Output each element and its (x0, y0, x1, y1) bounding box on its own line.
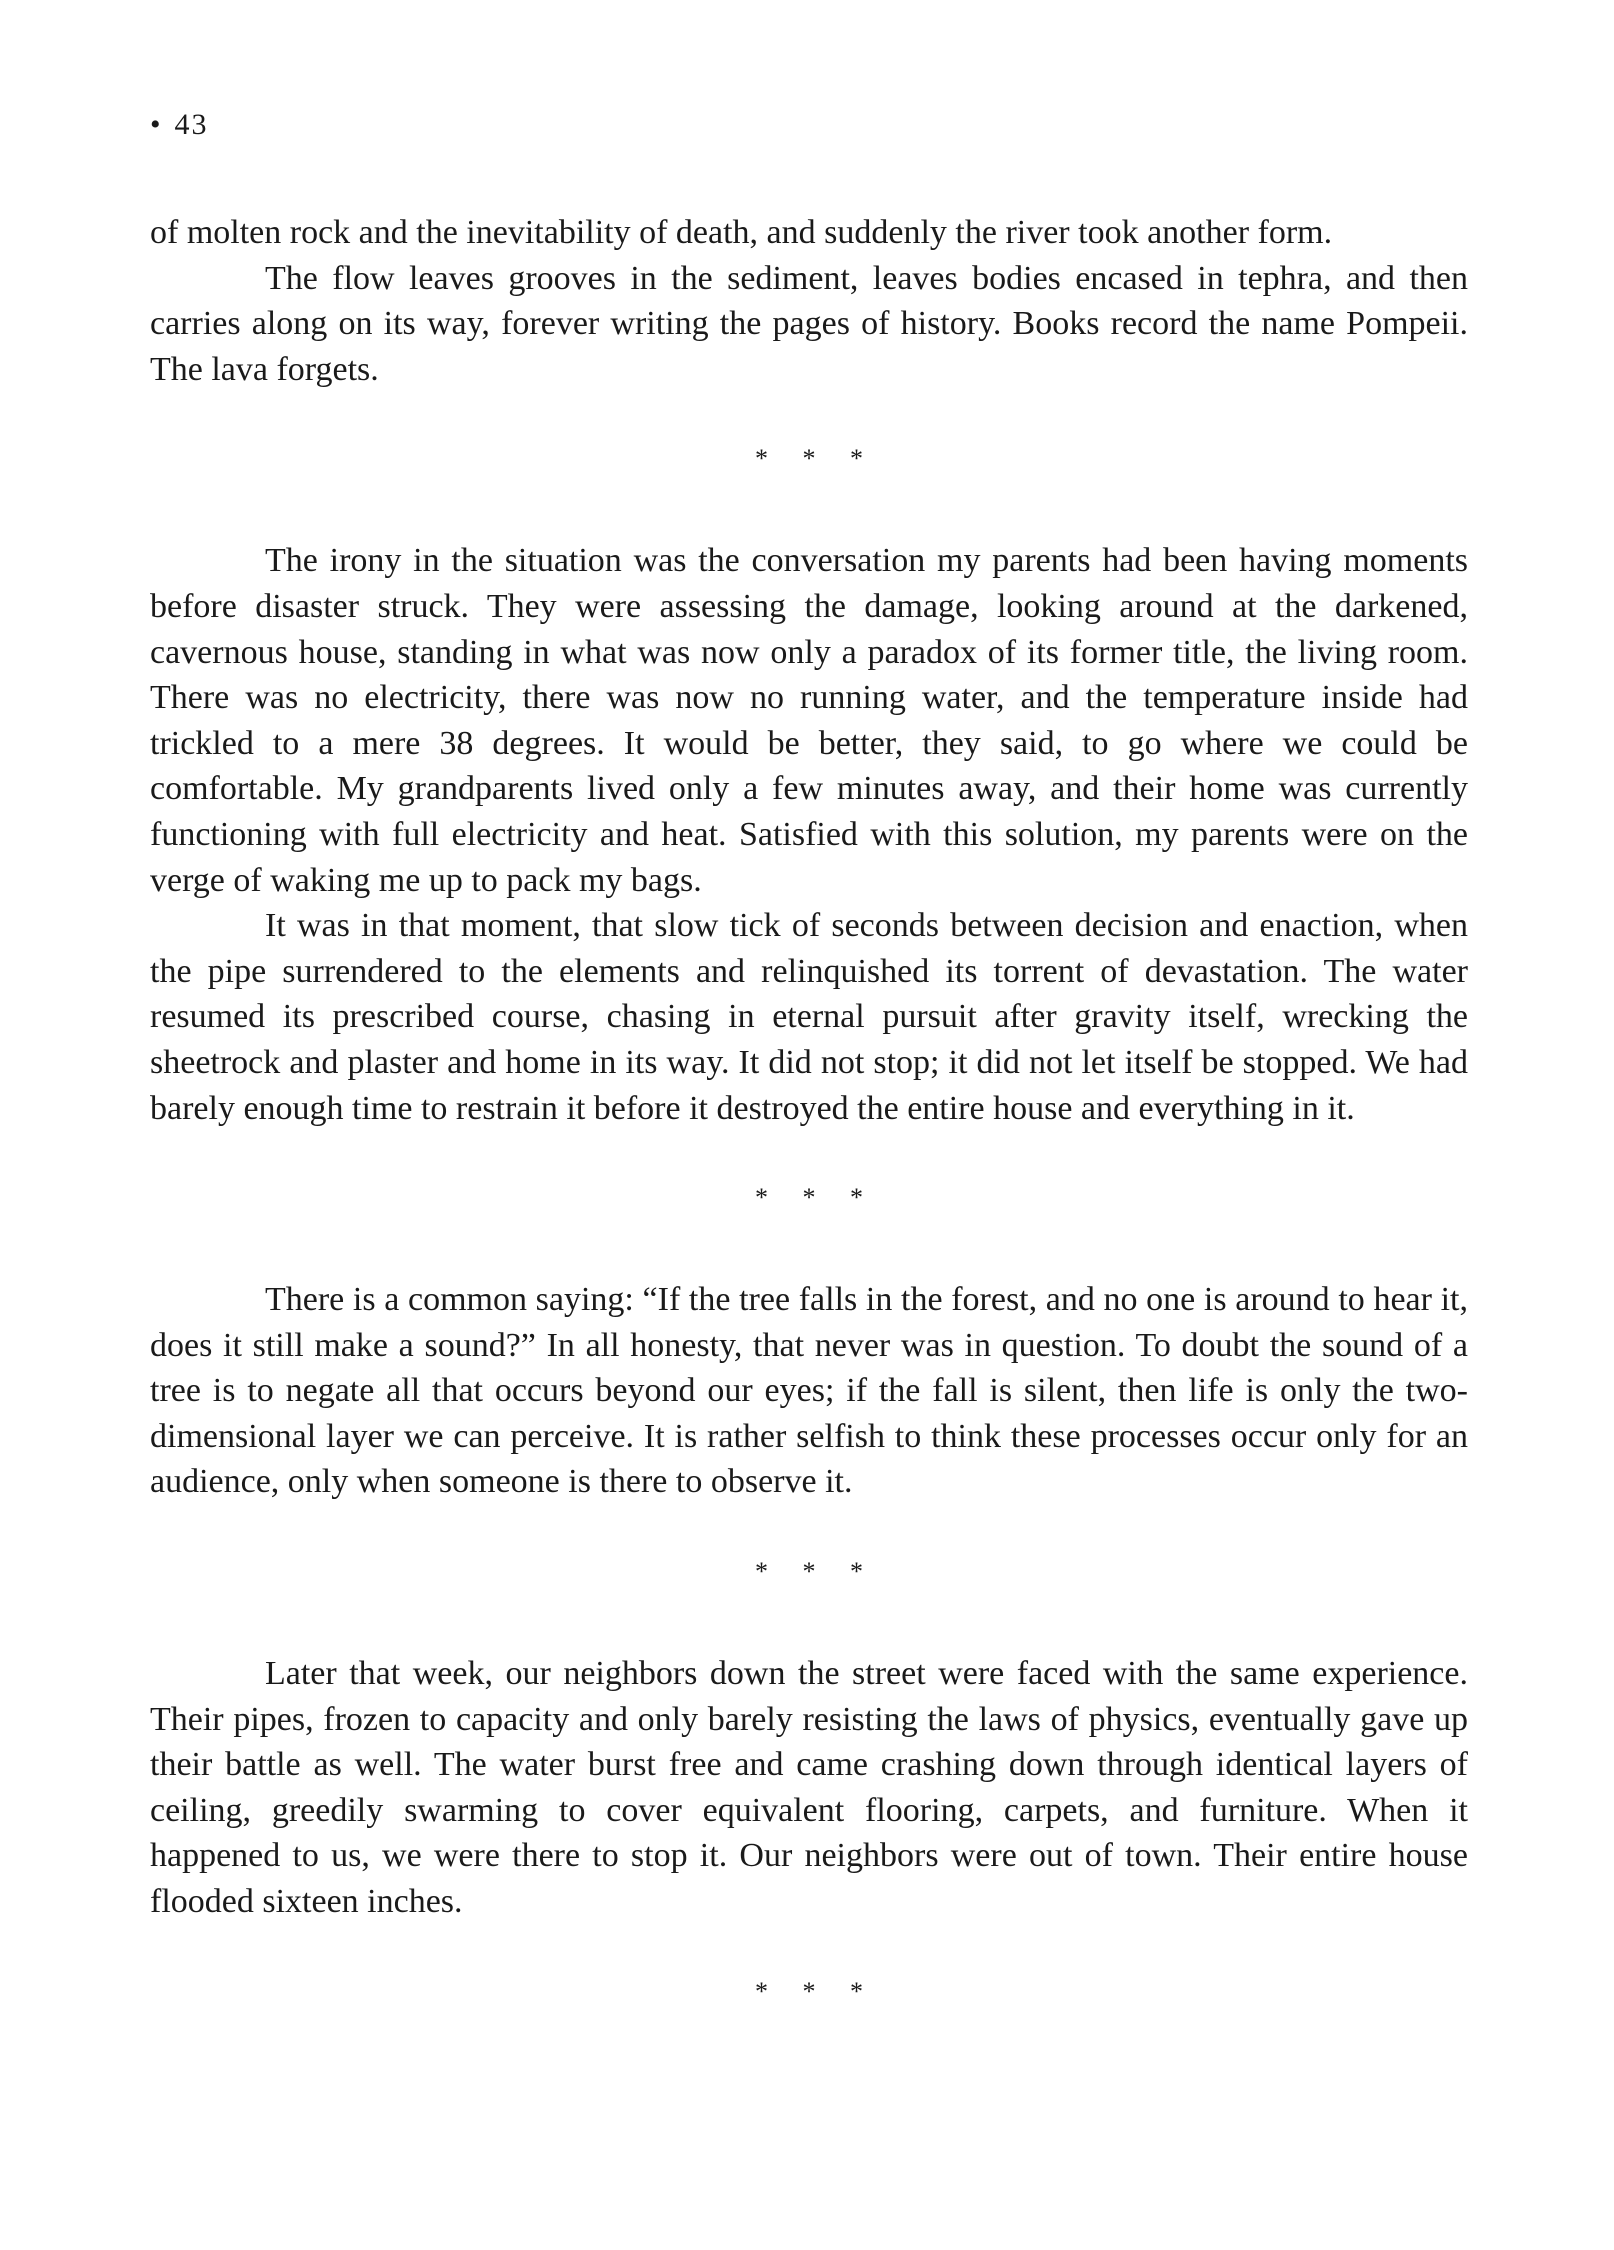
paragraph-neighbors: Later that week, our neighbors down the street were faced with the same experience. Their pipes, frozen to capacity and only barely resisting the laws of physics, eventually gave up their battle as well. The water burst free and came crashing down through identical layers of ceiling, greedily swarming to cover equivalent flooring, carpets, and furniture. When it happened to us, we were there to stop it. Our neighbors were out of town. Their entire house flooded sixteen inches. (150, 1655, 1468, 1921)
section-separator: * * * (755, 1183, 877, 1213)
page-number-bullet: • (150, 108, 163, 141)
paragraph-tree-falls: There is a common saying: “If the tree falls in the forest, and no one is around to hear it, does it still make a sound?” In all honesty, that never was in question. To doubt the sound of a tree is to negate all that occurs beyond our eyes; if the fall is silent, then life is only the two-dimensional layer we can perceive. It is rather selfish to think these processes occur only for an audience, only when someone is there to observe it. (150, 1281, 1468, 1501)
section-separator: * * * (755, 1557, 877, 1587)
page-number-value: 43 (174, 108, 209, 141)
paragraph-pipe-burst: It was in that moment, that slow tick of seconds between decision and enaction, when the pipe surrendered to the elements and relinquished its torrent of devastation. The water resumed its prescribed course, chasing in eternal pursuit after gravity itself, wrecking the sheetrock and plaster and home in its way. It did not stop; it did not let itself be stopped. We had barely enough time to restrain it before it destroyed the entire house and everything in it. (150, 907, 1468, 1127)
body-text (150, 210, 1468, 2007)
section-separator: * * * (755, 444, 877, 474)
paragraph-pompeii: The flow leaves grooves in the sediment, leaves bodies encased in tephra, and then carries along on its way, forever writing the pages of history. Books record the name Pompeii. The lava forgets. (150, 259, 1468, 388)
paragraph-irony: The irony in the situation was the conversation my parents had been having moments before disaster struck. They were assessing the damage, looking around at the darkened, cavernous house, standing in what was now only a paradox of its former title, the living room. There was no electricity, there was now no running water, and the temperature inside had trickled to a mere 38 degrees. It would be better, they said, to go where we could be comfortable. My grandparents lived only a few minutes away, and their home was currently functioning with full electricity and heat. Satisfied with this solution, my parents were on the verge of waking me up to pack my bags. (150, 542, 1468, 899)
section-separator: * * * (755, 1976, 877, 2006)
paragraph-continuation: of molten rock and the inevitability of death, and suddenly the river took another form. (150, 214, 1333, 251)
page-number (150, 108, 209, 142)
